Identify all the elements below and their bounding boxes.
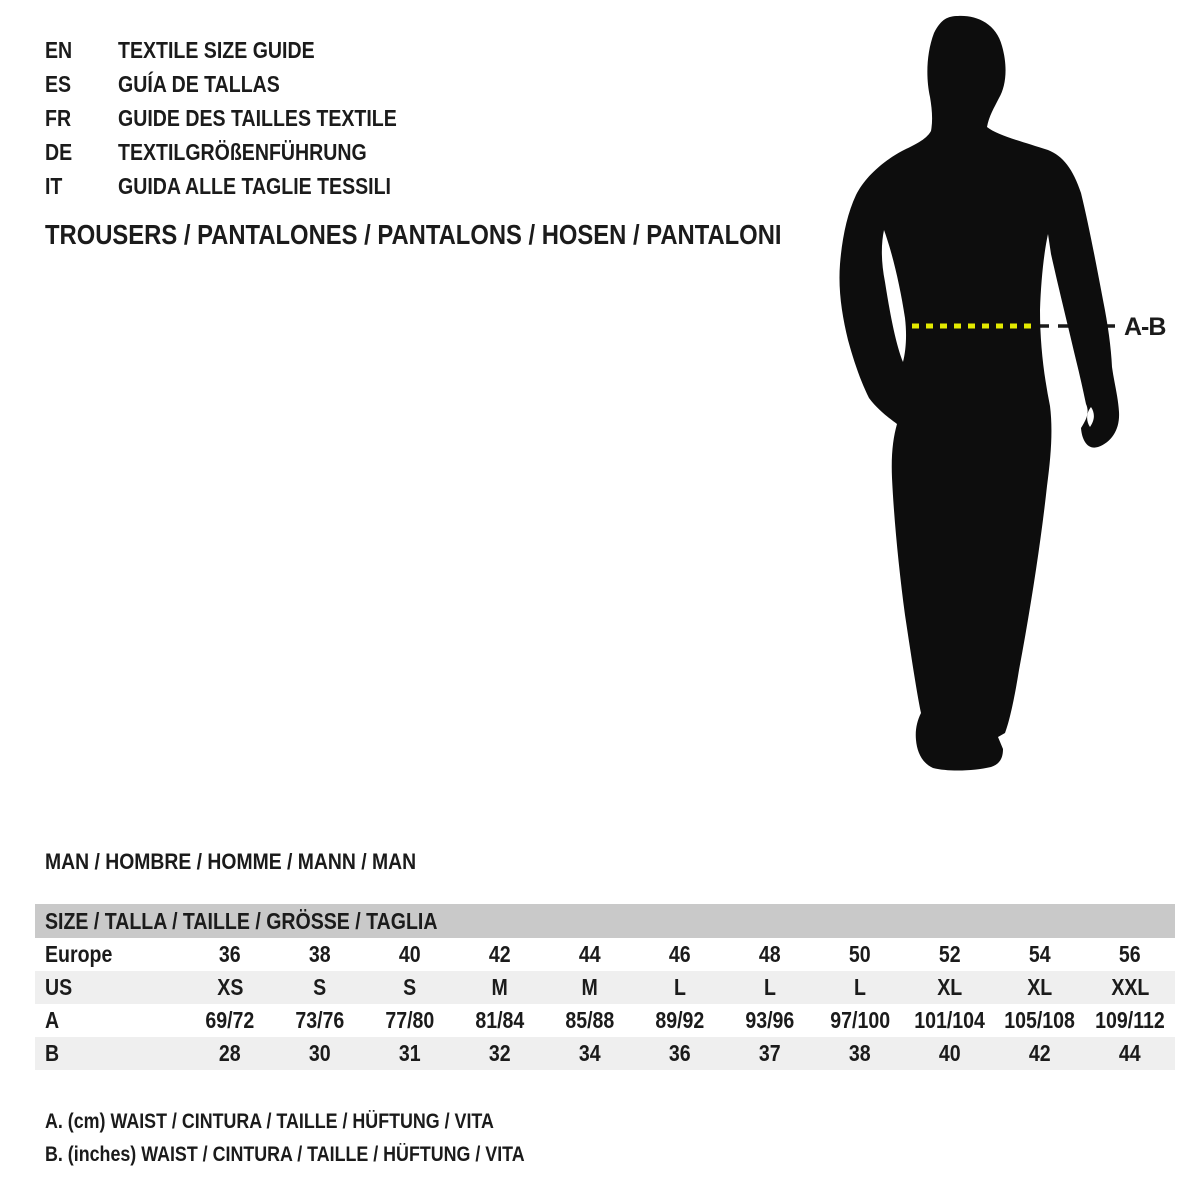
size-cell: [905, 1040, 995, 1067]
size-cell: [905, 1007, 995, 1034]
row-label: [35, 974, 185, 1001]
row-label-text: US: [45, 974, 73, 1000]
language-code: FR: [45, 104, 72, 131]
table-row-a-cm: [35, 1004, 1175, 1037]
size-value: XS: [216, 974, 244, 1000]
size-value: 44: [1119, 1040, 1141, 1066]
size-value: 105/108: [1004, 1007, 1076, 1033]
size-cell: [185, 1007, 275, 1034]
size-cell: [635, 1040, 725, 1067]
size-cell: [1085, 1040, 1175, 1067]
size-value: XL: [937, 974, 963, 1000]
size-cell: [635, 941, 725, 968]
footnote-a: [45, 1105, 609, 1138]
man-silhouette: [839, 16, 1119, 771]
size-cell: [455, 1040, 545, 1067]
size-cell: [365, 941, 455, 968]
size-cell: [995, 941, 1085, 968]
table-row-europe: [35, 938, 1175, 971]
size-cell: [635, 1007, 725, 1034]
size-value: 38: [309, 941, 331, 967]
row-label: [35, 941, 185, 968]
size-value: 77/80: [385, 1007, 435, 1033]
size-cell: [455, 1007, 545, 1034]
size-value: L: [854, 974, 866, 1000]
size-value: 56: [1119, 941, 1141, 967]
language-row-es: [45, 67, 446, 101]
size-cell: [455, 941, 545, 968]
size-cell: [1085, 941, 1175, 968]
size-value: 36: [219, 941, 241, 967]
language-row-de: [45, 135, 446, 169]
language-row-fr: [45, 101, 446, 135]
size-value: XL: [1027, 974, 1053, 1000]
language-row-it: [45, 169, 446, 203]
size-value: 30: [309, 1040, 331, 1066]
size-cell: [815, 974, 905, 1001]
language-code: EN: [45, 36, 73, 63]
size-value: 31: [399, 1040, 421, 1066]
size-cell: [365, 1007, 455, 1034]
size-value: 69/72: [205, 1007, 255, 1033]
language-title: TEXTILE SIZE GUIDE: [118, 36, 315, 63]
size-table-header-label: SIZE / TALLA / TAILLE / GRÖSSE / TAGLIA: [45, 907, 438, 934]
size-cell: [275, 941, 365, 968]
size-cell: [1085, 1007, 1175, 1034]
size-cell: [185, 1040, 275, 1067]
size-value: 73/76: [295, 1007, 345, 1033]
size-value: 109/112: [1095, 1007, 1165, 1033]
language-title: GUÍA DE TALLAS: [118, 70, 280, 97]
size-value: 36: [669, 1040, 691, 1066]
language-title-list: [45, 33, 446, 203]
size-cell: [545, 974, 635, 1001]
size-value: S: [313, 974, 327, 1000]
size-cell: [815, 1040, 905, 1067]
size-value: 50: [849, 941, 871, 967]
size-cell: [1085, 974, 1175, 1001]
row-label: [35, 1040, 185, 1067]
size-cell: [365, 974, 455, 1001]
size-table-header: [35, 904, 1175, 938]
footnote-b-text: B. (inches) WAIST / CINTURA / TAILLE / HÜFTUNG / VITA: [45, 1142, 525, 1166]
size-cell: [725, 974, 815, 1001]
language-title: TEXTILGRÖßENFÜHRUNG: [118, 138, 367, 165]
language-row-en: [45, 33, 446, 67]
size-value: 46: [669, 941, 691, 967]
size-cell: [995, 974, 1085, 1001]
garment-type-heading: TROUSERS / PANTALONES / PANTALONS / HOSEN / PANTALONI: [45, 219, 782, 250]
size-value: 101/104: [914, 1007, 986, 1033]
size-cell: [905, 941, 995, 968]
size-value: M: [491, 974, 509, 1000]
size-cell: [275, 1040, 365, 1067]
size-cell: [995, 1007, 1085, 1034]
size-cell: [815, 941, 905, 968]
language-code: DE: [45, 138, 73, 165]
size-value: 52: [939, 941, 961, 967]
size-cell: [545, 941, 635, 968]
size-value: 93/96: [745, 1007, 795, 1033]
size-value: 38: [849, 1040, 871, 1066]
size-value: L: [674, 974, 686, 1000]
row-label-text: A: [45, 1007, 60, 1033]
size-value: 32: [489, 1040, 511, 1066]
size-value: 48: [759, 941, 781, 967]
size-cell: [725, 941, 815, 968]
size-cell: [185, 941, 275, 968]
row-label: [35, 1007, 185, 1034]
size-cell: [545, 1007, 635, 1034]
size-cell: [275, 974, 365, 1001]
size-value: 42: [1029, 1040, 1051, 1066]
size-cell: [365, 1040, 455, 1067]
footnote-a-text: A. (cm) WAIST / CINTURA / TAILLE / HÜFTUNG / VITA: [45, 1109, 494, 1133]
size-value: L: [764, 974, 776, 1000]
size-cell: [815, 1007, 905, 1034]
size-cell: [185, 974, 275, 1001]
size-value: 37: [759, 1040, 781, 1066]
size-value: 28: [219, 1040, 241, 1066]
size-value: 42: [489, 941, 511, 967]
size-value: 34: [579, 1040, 601, 1066]
measurement-footnotes: [45, 1105, 609, 1171]
waist-marker-label: A-B: [1124, 313, 1166, 341]
size-value: XXL: [1110, 974, 1150, 1000]
row-label-text: Europe: [45, 941, 113, 967]
size-value: S: [403, 974, 417, 1000]
table-row-us: [35, 971, 1175, 1004]
size-cell: [455, 974, 545, 1001]
size-value: M: [581, 974, 599, 1000]
size-cell: [725, 1040, 815, 1067]
language-code: IT: [45, 172, 63, 199]
table-row-b-inches: [35, 1037, 1175, 1070]
language-title: GUIDA ALLE TAGLIE TESSILI: [118, 172, 391, 199]
size-cell: [635, 974, 725, 1001]
size-value: 40: [399, 941, 421, 967]
footnote-b: [45, 1138, 609, 1171]
size-cell: [275, 1007, 365, 1034]
size-value: 40: [939, 1040, 961, 1066]
size-cell: [725, 1007, 815, 1034]
row-label-text: B: [45, 1040, 60, 1066]
size-value: 44: [579, 941, 601, 967]
size-value: 85/88: [565, 1007, 615, 1033]
language-title: GUIDE DES TAILLES TEXTILE: [118, 104, 397, 131]
size-cell: [905, 974, 995, 1001]
size-cell: [995, 1040, 1085, 1067]
size-value: 54: [1029, 941, 1051, 967]
size-value: 97/100: [830, 1007, 890, 1033]
size-value: 81/84: [475, 1007, 525, 1033]
size-table: [35, 904, 1175, 1070]
size-cell: [545, 1040, 635, 1067]
language-code: ES: [45, 70, 72, 97]
gender-section-title: MAN / HOMBRE / HOMME / MANN / MAN: [45, 849, 417, 874]
size-value: 89/92: [655, 1007, 705, 1033]
